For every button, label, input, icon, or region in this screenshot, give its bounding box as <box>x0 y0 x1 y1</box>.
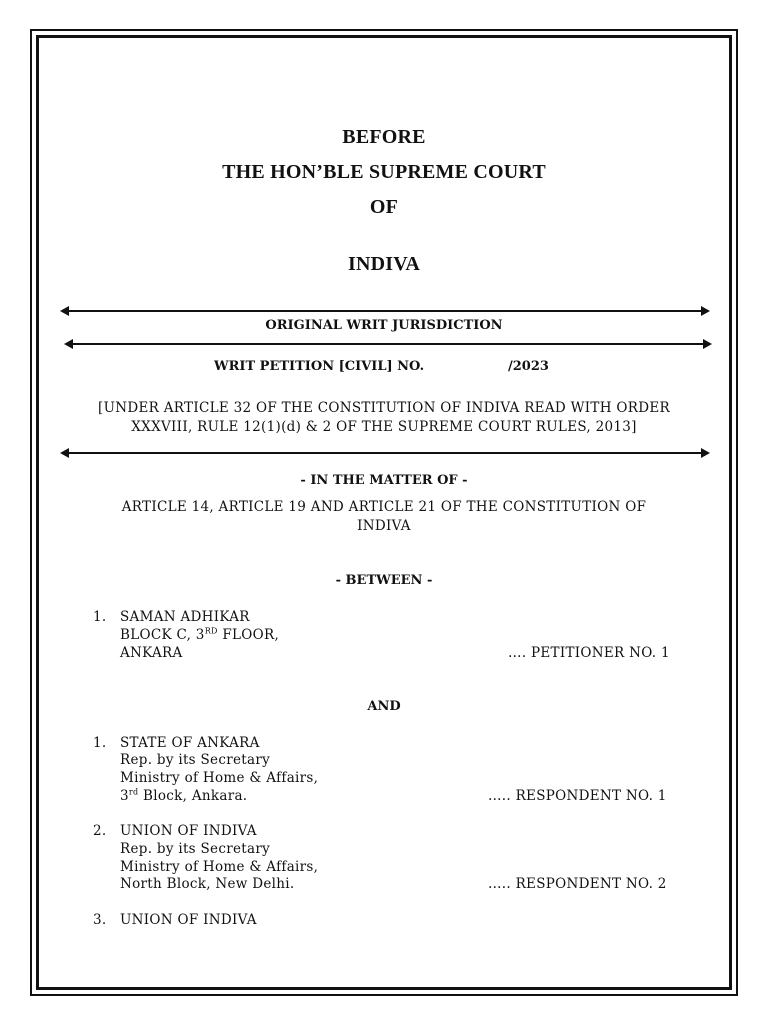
respondent-line-3: Ministry of Home & Affairs, <box>120 859 319 875</box>
petition-year: /2023 <box>508 359 549 374</box>
heading-country: INDIVA <box>348 253 420 275</box>
respondent-line-2: Rep. by its Secretary <box>120 841 270 857</box>
jurisdiction-title: ORIGINAL WRIT JURISDICTION <box>265 318 503 333</box>
double-arrow-rule <box>66 343 710 345</box>
petitioner-address-line-1: BLOCK C, 3RD FLOOR, <box>120 626 280 643</box>
party-number: 2. <box>93 823 107 839</box>
respondent-line-3: Ministry of Home & Affairs, <box>120 770 319 786</box>
respondent-name: STATE OF ANKARA <box>120 735 260 751</box>
petitioner-address-line-2: ANKARA <box>120 645 183 661</box>
matter-line-2: INDIVA <box>357 518 411 534</box>
double-arrow-rule <box>62 310 708 312</box>
respondent-role: ….. RESPONDENT NO. 1 <box>488 788 667 804</box>
respondent-line-2: Rep. by its Secretary <box>120 752 270 768</box>
party-number: 1. <box>93 609 107 625</box>
respondent-name: UNION OF INDIVA <box>120 912 257 928</box>
under-article-line-1: [UNDER ARTICLE 32 OF THE CONSTITUTION OF INDIVA READ WITH ORDER <box>98 400 670 416</box>
respondent-line-4: 3rd Block, Ankara. <box>120 787 248 804</box>
heading-of: OF <box>369 196 399 218</box>
under-article-line-2: XXXVIII, RULE 12(1)(d) & 2 OF THE SUPREME COURT RULES, 2013] <box>131 419 637 435</box>
party-number: 3. <box>93 912 107 928</box>
heading-court: THE HON’BLE SUPREME COURT <box>222 161 546 183</box>
petitioner-name: SAMAN ADHIKAR <box>120 609 250 625</box>
between-heading: - BETWEEN - <box>335 573 433 588</box>
and-separator: AND <box>367 699 401 714</box>
petitioner-role: …. PETITIONER NO. 1 <box>508 645 670 661</box>
respondent-line-4: North Block, New Delhi. <box>120 876 295 892</box>
heading-before: BEFORE <box>342 126 426 148</box>
petition-number-label: WRIT PETITION [CIVIL] NO. <box>214 359 425 374</box>
party-number: 1. <box>93 735 107 751</box>
double-arrow-rule <box>62 452 708 454</box>
matter-line-1: ARTICLE 14, ARTICLE 19 AND ARTICLE 21 OF THE CONSTITUTION OF <box>121 499 647 515</box>
respondent-role: ….. RESPONDENT NO. 2 <box>488 876 667 892</box>
in-the-matter-heading: - IN THE MATTER OF - <box>300 473 468 488</box>
respondent-name: UNION OF INDIVA <box>120 823 257 839</box>
